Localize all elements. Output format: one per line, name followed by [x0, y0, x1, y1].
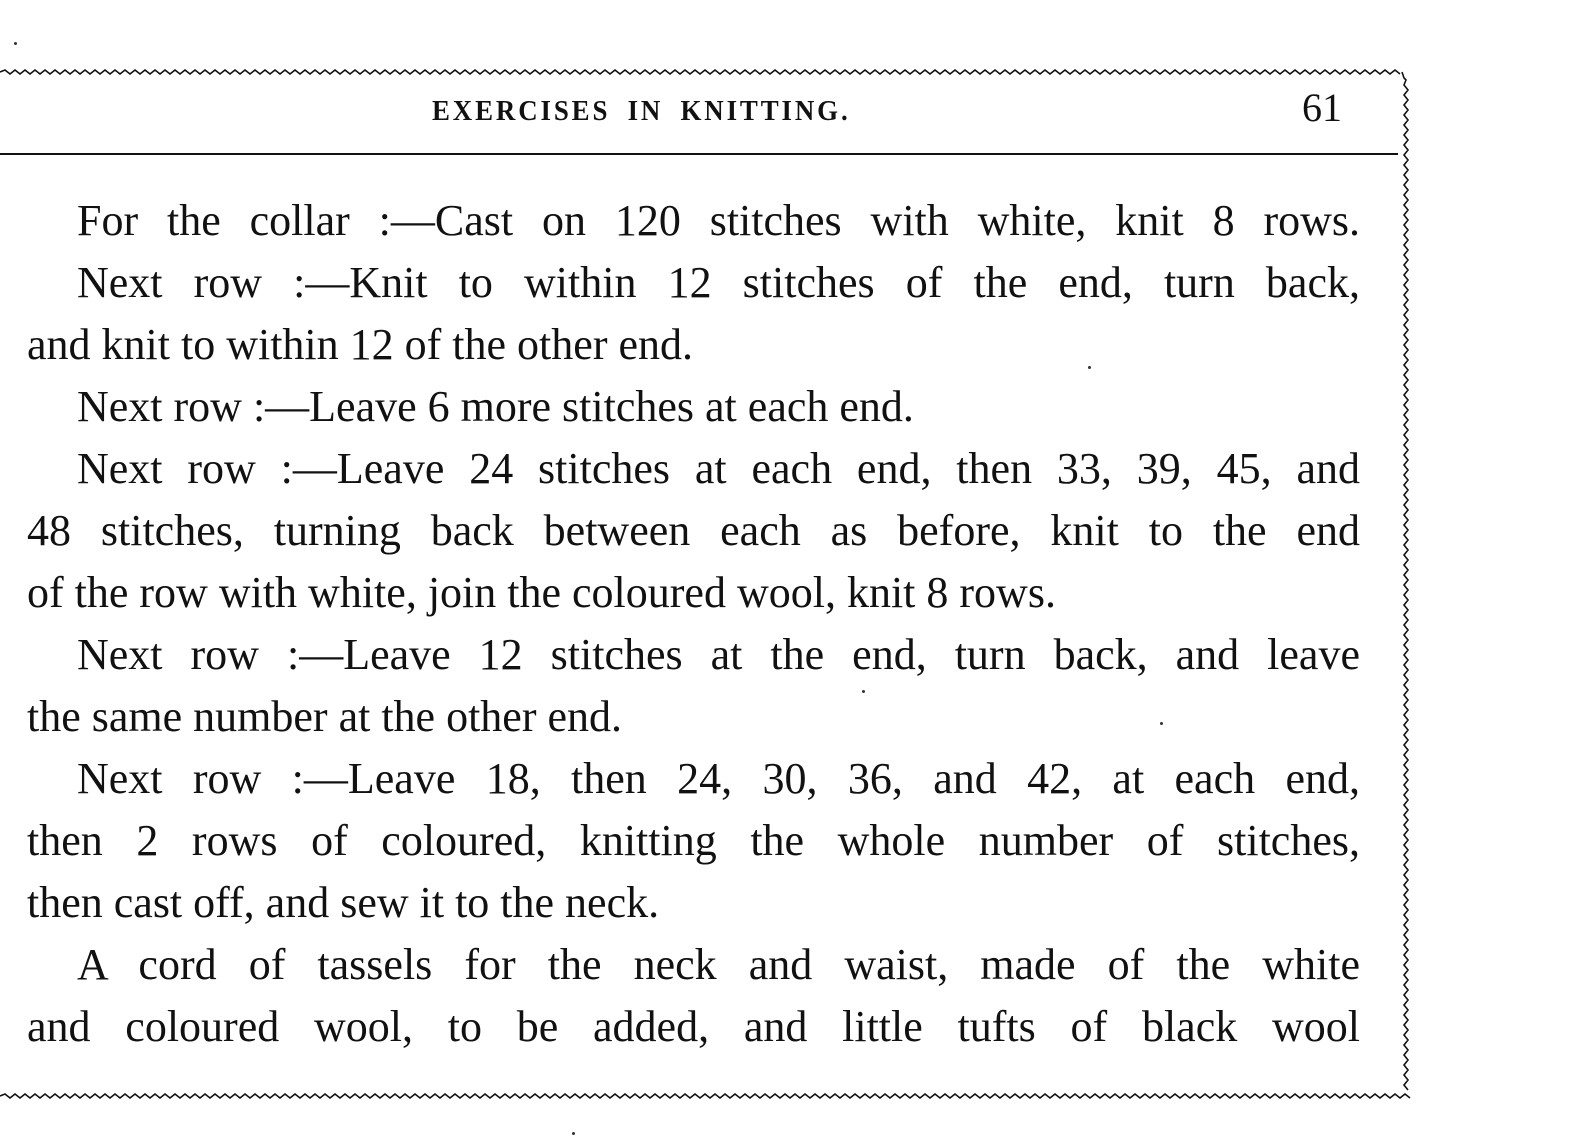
ink-speck — [862, 690, 865, 693]
page-number: 61 — [1302, 85, 1342, 130]
text-line: Next row :—Leave 24 stitches at each end, then 33, 39, 45, and — [77, 444, 1360, 493]
text-line: Next row :—Leave 18, then 24, 30, 36, and 42, at each end, — [77, 754, 1360, 803]
header-word: EXERCISES — [432, 96, 611, 127]
text-line: A cord of tassels for the neck and waist, made of the white — [77, 940, 1360, 989]
ink-speck — [572, 1132, 575, 1135]
text-line: the same number at the other end. — [27, 692, 623, 741]
text-line: For the collar :—Cast on 120 stitches with white, knit 8 rows. — [77, 196, 1360, 245]
ink-speck — [14, 42, 17, 45]
ink-speck — [1160, 722, 1163, 725]
ink-speck — [1088, 366, 1091, 369]
text-line: Next row :—Leave 6 more stitches at each end. — [77, 382, 914, 431]
text-line: then 2 rows of coloured, knitting the whole number of stitches, — [27, 816, 1360, 865]
header-word: KNITTING. — [680, 96, 851, 127]
header-word: IN — [627, 96, 664, 127]
text-line: Next row :—Leave 12 stitches at the end, turn back, and leave — [77, 630, 1360, 679]
body-text — [27, 190, 1360, 1058]
top-wavy-edge — [0, 70, 1400, 74]
text-line: then cast off, and sew it to the neck. — [27, 878, 660, 927]
right-wavy-edge — [1402, 72, 1408, 1090]
bottom-wavy-edge — [0, 1094, 1410, 1098]
running-header-title — [432, 96, 851, 128]
text-line: of the row with white, join the coloured wool, knit 8 rows. — [27, 568, 1056, 617]
text-line: 48 stitches, turning back between each as before, knit to the end — [27, 506, 1360, 555]
text-line: and coloured wool, to be added, and little tufts of black wool — [27, 1002, 1360, 1051]
text-line: and knit to within 12 of the other end. — [27, 320, 693, 369]
header-rule — [0, 153, 1398, 155]
text-line: Next row :—Knit to within 12 stitches of the end, turn back, — [77, 258, 1360, 307]
